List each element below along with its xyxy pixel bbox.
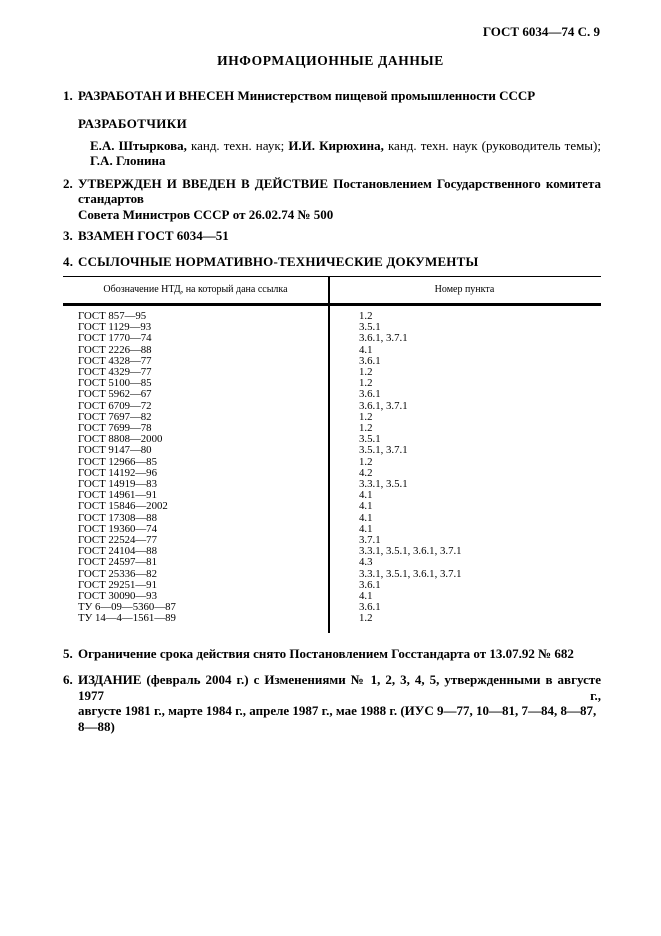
table-body — [63, 306, 601, 625]
cell-doc-designation: ГОСТ 14961—91 — [78, 489, 157, 502]
cell-clause-number: 3.5.1, 3.7.1 — [359, 444, 408, 457]
item-3-replaces — [63, 228, 601, 244]
cell-doc-designation: ГОСТ 24597—81 — [78, 556, 157, 569]
item-5-validity-limit — [63, 646, 601, 662]
table-header-clause: Номер пункта — [434, 284, 495, 295]
table-row — [63, 613, 601, 624]
cell-clause-number: 3.3.1, 3.5.1 — [359, 478, 408, 491]
cell-doc-designation: ГОСТ 5100—85 — [78, 377, 152, 390]
content-area — [63, 88, 601, 734]
table-header-row — [63, 277, 601, 306]
references-table — [63, 276, 601, 633]
table-row — [63, 389, 601, 400]
cell-doc-designation: ГОСТ 15846—2002 — [78, 500, 168, 513]
cell-clause-number: 3.3.1, 3.5.1, 3.6.1, 3.7.1 — [359, 567, 462, 580]
developer-name: Е.А. Штыркова, — [90, 137, 187, 153]
item-4-reference-docs — [63, 254, 601, 270]
cell-clause-number: 4.1 — [359, 590, 373, 603]
cell-clause-number: 3.3.1, 3.5.1, 3.6.1, 3.7.1 — [359, 545, 462, 558]
cell-doc-designation: ГОСТ 17308—88 — [78, 511, 157, 524]
cell-doc-designation: ГОСТ 25336—82 — [78, 567, 157, 580]
cell-doc-designation: ГОСТ 19360—74 — [78, 522, 157, 535]
item-4-text: ССЫЛОЧНЫЕ НОРМАТИВНО-ТЕХНИЧЕСКИЕ ДОКУМЕНТЫ — [78, 253, 479, 269]
cell-clause-number: 3.5.1 — [359, 433, 381, 446]
cell-clause-number: 1.2 — [359, 366, 373, 379]
cell-clause-number: 1.2 — [359, 612, 373, 625]
item-1-developed-by — [63, 88, 601, 104]
cell-doc-designation: ГОСТ 30090—93 — [78, 590, 157, 603]
table-row — [63, 501, 601, 512]
item-6-line-2: августе 1981 г., марте 1984 г., апреле 1987 г., мае 1988 г. (ИУС 9—77, 10—81, 7—84, 8—87, 8—88) — [78, 703, 597, 734]
cell-doc-designation: ГОСТ 24104—88 — [78, 545, 157, 558]
cell-doc-designation: ГОСТ 9147—80 — [78, 444, 152, 457]
developers-list — [63, 138, 601, 169]
developer-name: И.И. Кирюхина, — [288, 137, 384, 153]
cell-clause-number: 3.6.1 — [359, 354, 381, 367]
cell-doc-designation: ГОСТ 4328—77 — [78, 354, 152, 367]
developers-heading: РАЗРАБОТЧИКИ — [78, 115, 188, 131]
developers-line-2 — [90, 153, 601, 169]
cell-clause-number: 4.1 — [359, 511, 373, 524]
cell-doc-designation: ГОСТ 1129—93 — [78, 321, 152, 334]
cell-clause-number: 4.1 — [359, 500, 373, 513]
cell-doc-designation: ГОСТ 7699—78 — [78, 422, 152, 435]
table-row — [63, 333, 601, 344]
cell-doc-designation: ТУ 6—09—5360—87 — [78, 601, 176, 614]
item-6-line-1: ИЗДАНИЕ (февраль 2004 г.) с Изменениями № 1, 2, 3, 4, 5, утвержденными в августе 1977 г., — [78, 672, 601, 703]
item-1-text: РАЗРАБОТАН И ВНЕСЕН Министерством пищевой промышленности СССР — [78, 88, 536, 103]
table-vertical-divider — [328, 277, 330, 633]
developers-line-1 — [90, 138, 601, 154]
cell-clause-number: 1.2 — [359, 422, 373, 435]
cell-doc-designation: ГОСТ 5962—67 — [78, 388, 152, 401]
item-6-number: 6. — [63, 672, 73, 688]
cell-clause-number: 3.6.1 — [359, 388, 381, 401]
cell-doc-designation: ГОСТ 8808—2000 — [78, 433, 163, 446]
cell-doc-designation: ГОСТ 1770—74 — [78, 332, 152, 345]
page-title: ИНФОРМАЦИОННЫЕ ДАННЫЕ — [217, 53, 444, 68]
cell-clause-number: 1.2 — [359, 377, 373, 390]
cell-clause-number: 3.5.1 — [359, 321, 381, 334]
cell-doc-designation: ГОСТ 7697—82 — [78, 410, 152, 423]
cell-clause-number: 3.6.1 — [359, 601, 381, 614]
cell-clause-number: 3.6.1, 3.7.1 — [359, 399, 408, 412]
developer-name: Г.А. Глонина — [90, 153, 166, 168]
cell-doc-designation: ГОСТ 14192—96 — [78, 466, 157, 479]
table-header-ntd: Обозначение НТД, на который дана ссылка — [103, 284, 288, 295]
cell-clause-number: 4.2 — [359, 466, 373, 479]
cell-clause-number: 1.2 — [359, 310, 373, 322]
developer-degree: канд. техн. наук; — [190, 137, 285, 153]
item-2-approved — [63, 176, 601, 223]
cell-doc-designation: ГОСТ 14919—83 — [78, 478, 157, 491]
cell-doc-designation: ГОСТ 4329—77 — [78, 366, 152, 379]
item-1-number: 1. — [63, 88, 73, 103]
developer-degree: канд. техн. наук (руководитель темы); — [387, 137, 601, 153]
cell-clause-number: 4.3 — [359, 556, 373, 569]
doc-reference: ГОСТ 6034—74 С. 9 — [482, 24, 600, 39]
cell-clause-number: 3.6.1, 3.7.1 — [359, 332, 408, 345]
item-3-number: 3. — [63, 228, 73, 243]
cell-clause-number: 4.1 — [359, 522, 373, 535]
cell-doc-designation: ТУ 14—4—1561—89 — [78, 612, 176, 625]
item-2-line-1: УТВЕРЖДЕН И ВВЕДЕН В ДЕЙСТВИЕ Постановлением Государственного комитета стандартов — [78, 175, 601, 206]
item-2-number: 2. — [63, 175, 73, 191]
item-6-edition — [63, 672, 601, 734]
cell-doc-designation: ГОСТ 857—95 — [78, 310, 147, 322]
cell-doc-designation: ГОСТ 29251—91 — [78, 578, 157, 591]
item-5-text: Ограничение срока действия снято Постановлением Госстандарта от 13.07.92 № 682 — [78, 645, 574, 661]
cell-doc-designation: ГОСТ 22524—77 — [78, 534, 157, 547]
cell-clause-number: 4.1 — [359, 343, 373, 356]
item-3-text: ВЗАМЕН ГОСТ 6034—51 — [78, 228, 229, 243]
item-5-number: 5. — [63, 645, 73, 661]
cell-doc-designation: ГОСТ 6709—72 — [78, 399, 152, 412]
cell-clause-number: 1.2 — [359, 410, 373, 423]
table-row — [63, 445, 601, 456]
cell-clause-number: 1.2 — [359, 455, 373, 468]
item-2-line-2: Совета Министров СССР от 26.02.74 № 500 — [78, 206, 334, 222]
table-row — [63, 557, 601, 568]
cell-doc-designation: ГОСТ 12966—85 — [78, 455, 157, 468]
cell-clause-number: 3.7.1 — [359, 534, 381, 547]
cell-clause-number: 4.1 — [359, 489, 373, 502]
cell-doc-designation: ГОСТ 2226—88 — [78, 343, 152, 356]
item-4-number: 4. — [63, 253, 74, 269]
cell-clause-number: 3.6.1 — [359, 578, 381, 591]
